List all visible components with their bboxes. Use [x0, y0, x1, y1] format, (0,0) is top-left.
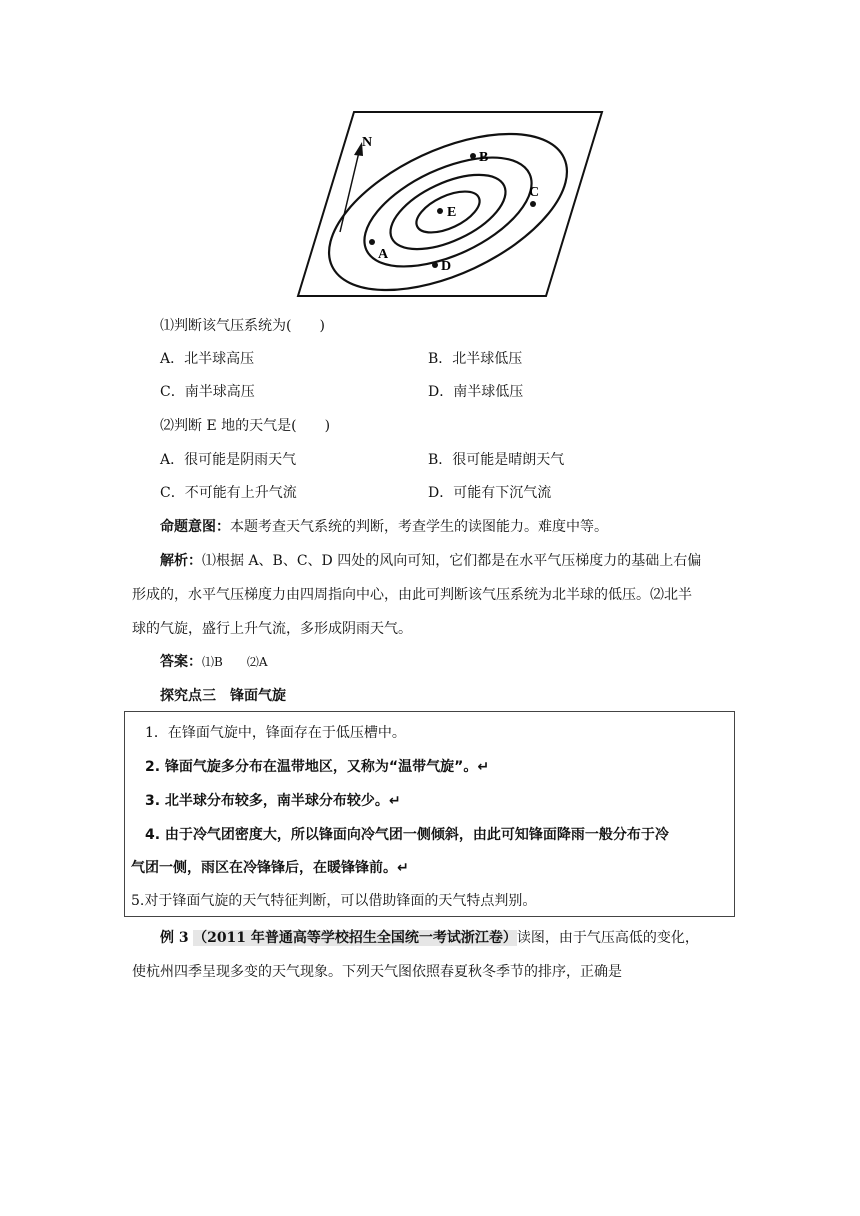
example3-label: 例 3	[160, 930, 189, 946]
analysis-line-3: 球的气旋，盛行上升气流，多形成阴雨天气。	[132, 621, 412, 637]
q1-option-b: B．北半球低压	[428, 351, 523, 367]
point-b-label: B	[479, 150, 489, 165]
point-d-dot	[432, 262, 438, 268]
q2-stem: ⑵判断 E 地的天气是( )	[160, 418, 331, 434]
box-item-5: 5.对于锋面气旋的天气特征判断，可以借助锋面的天气特点判别。	[131, 893, 537, 909]
answer-line	[160, 652, 268, 672]
point-d-label: D	[441, 259, 452, 274]
analysis-line-1	[160, 551, 701, 571]
example3-line-1	[160, 928, 699, 948]
point-b-dot	[470, 153, 476, 159]
q2-option-c: C．不可能有上升气流	[160, 485, 297, 501]
point-a-label: A	[378, 247, 389, 262]
summary-box	[124, 711, 735, 917]
box-item-4a: 4. 由于冷气团密度大，所以锋面向冷气团一侧倾斜，由此可知锋面降雨一般分布于冷	[145, 827, 669, 843]
point-e-label: E	[447, 205, 457, 220]
north-label: N	[362, 135, 373, 150]
example3-text-1: 读图，由于气压高低的变化，	[516, 930, 699, 946]
analysis-label: 解析：	[160, 553, 202, 569]
section-title: 探究点三 锋面气旋	[160, 688, 286, 704]
point-c-dot	[530, 201, 536, 207]
box-item-1: 1．在锋面气旋中，锋面存在于低压槽中。	[145, 725, 406, 741]
q1-stem: ⑴判断该气压系统为( )	[160, 318, 325, 334]
isobar-diagram	[296, 108, 604, 300]
q2-option-a: A．很可能是阴雨天气	[160, 452, 297, 468]
q2-option-d: D．可能有下沉气流	[428, 485, 552, 501]
analysis-text-1: ⑴根据 A、B、C、D 四处的风向可知，它们都是在水平气压梯度力的基础上右偏	[202, 553, 702, 569]
point-c-label: C	[529, 185, 540, 200]
q1-option-d: D．南半球低压	[428, 384, 524, 400]
answer-text: ⑴B ⑵A	[202, 655, 268, 669]
box-item-2: 2. 锋面气旋多分布在温带地区，又称为“温带气旋”。↵	[145, 759, 490, 775]
box-item-3: 3. 北半球分布较多，南半球分布较少。↵	[145, 793, 401, 809]
box-item-4b: 气团一侧，雨区在冷锋锋后，在暖锋锋前。↵	[131, 860, 409, 876]
q1-option-a: A．北半球高压	[160, 351, 255, 367]
answer-label: 答案：	[160, 654, 202, 670]
intent-line	[160, 517, 608, 537]
example3-line-2: 使杭州四季呈现多变的天气现象。下列天气图依照春夏秋冬季节的排序，正确是	[132, 964, 622, 980]
intent-label: 命题意图：	[160, 519, 230, 535]
q2-option-b: B．很可能是晴朗天气	[428, 452, 565, 468]
intent-text: 本题考查天气系统的判断，考查学生的读图能力。难度中等。	[230, 519, 608, 535]
example3-source: （2011 年普通高等学校招生全国统一考试浙江卷）	[193, 930, 517, 946]
point-e-dot	[437, 208, 443, 214]
q1-option-c: C．南半球高压	[160, 384, 255, 400]
point-a-dot	[369, 239, 375, 245]
north-arrow-shaft	[340, 152, 359, 232]
analysis-line-2: 形成的，水平气压梯度力由四周指向中心，由此可判断该气压系统为北半球的低压。⑵北半	[132, 587, 692, 603]
